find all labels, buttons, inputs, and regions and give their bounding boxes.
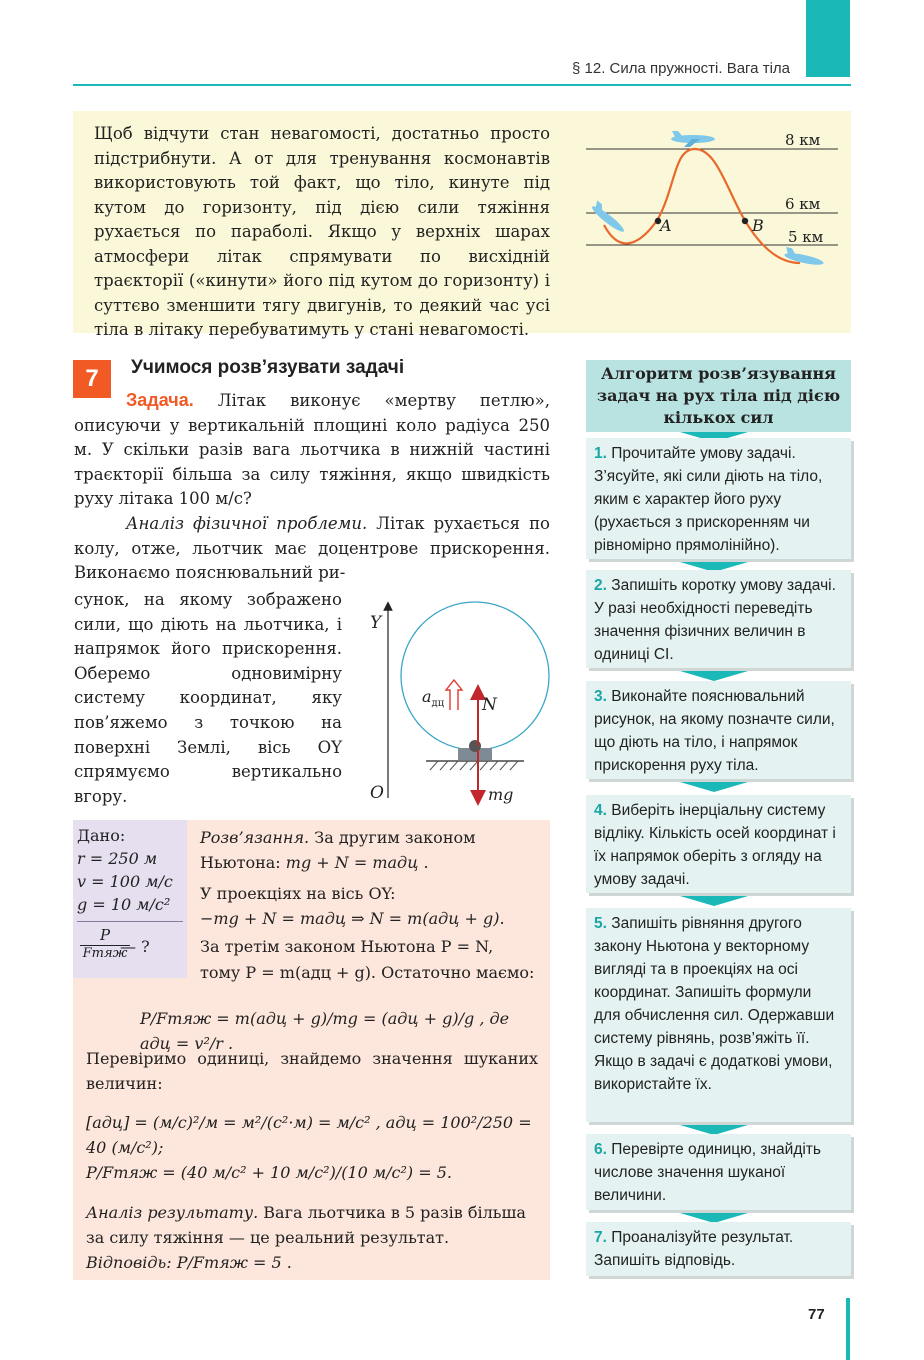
origin-label: O (370, 783, 384, 803)
step-number: 1. (594, 445, 607, 462)
chapter-tab (806, 0, 850, 77)
algorithm-step-7 (586, 1222, 851, 1276)
solution-label: Розв’язання. (200, 828, 310, 847)
analysis-continuation: сунок, на якому зображено сили, що діють на льотчика, і напрямок його прискорення. Оберемо одновимірну систему координат, яку пов’яжемо з точкою на поверхні Землі, вісь OY спрямуємо вертикально вгору. (74, 590, 342, 806)
problem-text: Літак виконує «мертву петлю», описуючи у вертикальній площині коло радіуса 250 м. У скільки разів вага льотчика в нижній частині траєкторії більша за силу тяжіння, якщо швидкість руху літака 100 м/с? (74, 391, 550, 509)
formula-units: [aдц] = (м/с)²/м = м²/(с²·м) = м/с² , aдц = 100²/250 = 40 (м/с²); (86, 1113, 532, 1157)
problem-paragraph (74, 388, 550, 512)
footer-bar (846, 1298, 850, 1360)
alt-label-5: 5 км (788, 228, 824, 246)
alt-label-8: 8 км (785, 131, 821, 149)
algorithm-step-2 (586, 570, 851, 668)
loop-circle (401, 602, 549, 750)
step-number: 5. (594, 915, 607, 932)
airplane-icon (590, 200, 629, 234)
step-text: Виберіть інерціальну систему відліку. Кількість осей координат і їх напрямок оберіть з огляду на умову задачі. (594, 802, 836, 888)
gravity-label: mg (488, 785, 514, 804)
loop-figure (360, 598, 550, 810)
algorithm-title: Алгоритм розв’язування задач на рух тіла під дією кількох сил (586, 360, 851, 432)
running-header: § 12. Сила пружності. Вага тіла (572, 60, 790, 77)
airplane-icon (784, 247, 826, 267)
step-text: Запишіть коротку умову задачі. У разі необхідності переведіть значення фізичних величин в одиниці СІ. (594, 577, 836, 663)
point-b (742, 218, 748, 224)
parabola-path (604, 149, 800, 263)
given-v: v = 100 м/с (77, 872, 173, 891)
solution-l4: тому P = m(aдц + g). Остаточно маємо: (200, 963, 535, 982)
analysis-label: Аналіз фізичної проблеми. (126, 514, 368, 533)
section-number: 7 (73, 360, 111, 398)
algorithm-step-4 (586, 795, 851, 893)
find-denominator: Fтяж (82, 946, 128, 961)
result-paragraph (86, 1200, 538, 1250)
answer-text: P/Fтяж = 5 . (176, 1253, 292, 1272)
step-text: Проаналізуйте результат. Запишіть відповідь. (594, 1229, 794, 1269)
answer-label: Відповідь: (86, 1253, 172, 1272)
solution-l1: За другим законом Ньютона: (200, 828, 476, 872)
result-label: Аналіз результату. (86, 1203, 259, 1222)
result-text: Вага льотчика в 5 разів більша за силу тяжіння — це реальний результат. (86, 1203, 526, 1247)
step-number: 7. (594, 1229, 607, 1246)
header-rule (73, 84, 851, 86)
parabola-figure (580, 125, 845, 275)
algorithm-step-5 (586, 908, 851, 1122)
analysis-text: Літак рухається по колу, отже, льотчик має доцентрове прискорення. Виконаємо пояснювальний ри- (74, 514, 550, 583)
given-r: r = 250 м (77, 849, 158, 868)
step-text: Прочитайте умову задачі. З’ясуйте, які сили діють на тіло, яким є характер його руху (рухається з прискоренням чи рівномірно прямолінійно). (594, 445, 823, 554)
pilot-body (469, 740, 481, 752)
solution-line-1 (200, 825, 540, 875)
solution-eq2: −mg + N = maдц ⇒ N = m(aдц + g). (200, 909, 505, 928)
step-arrow (680, 671, 748, 681)
step-number: 3. (594, 688, 607, 705)
analysis-paragraph (74, 512, 550, 586)
step-text: Запишіть рівняння другого закону Ньютона у векторному вигляді та в проекціях на осі координат. Запишіть формули для обчислення сил. Одержавши систему рівнянь, розв’яжіть її. Якщо в задачі є додаткові умови, використайте їх. (594, 915, 835, 1093)
alt-label-6: 6 км (785, 195, 821, 213)
algorithm-step-1 (586, 438, 851, 559)
step-arrow (680, 782, 748, 792)
solution-eq1: mg + N = maдц . (285, 853, 429, 872)
given-g: g = 10 м/с² (77, 895, 171, 914)
accel-label: $a_{дц}$ (422, 687, 445, 709)
point-a-label: A (660, 216, 672, 235)
ground-hatch (430, 761, 518, 770)
airplane-icon (671, 131, 715, 147)
intro-text: Щоб відчути стан невагомості, достатньо просто підстрибнути. А от для тренування космонавтів використовують той факт, що тіло, кинуте під кутом до горизонту, під дією сили тяжіння рухається по параболі. Якщо у верхніх шарах атмосфери літак спрямувати по висхідній траєкторії («кинути» його під кутом до горизонту) і суттєво зменшити тягу двигунів, то деякий час усі тіла в літаку перебуватимуть у стані невагомості. (94, 124, 550, 339)
find-numerator: P (80, 926, 130, 946)
step-number: 4. (594, 802, 607, 819)
step-number: 2. (594, 577, 607, 594)
normal-force-label: N (482, 695, 497, 715)
step-text: Виконайте пояснювальний рисунок, на якому позначте сили, що діють на тіло, і напрямок прискорення руху тіла. (594, 688, 835, 774)
point-b-label: B (752, 216, 764, 235)
page-number: 77 (808, 1306, 825, 1323)
formula-ratio: P/Fтяж = m(aдц + g)/mg = (aдц + g)/g , де aдц = v²/r . (140, 1009, 510, 1053)
solution-l3: За третім законом Ньютона P = N, (200, 937, 494, 956)
solution-l5: Перевіримо одиниці, знайдемо значення шуканих величин: (86, 1049, 538, 1093)
step-arrow (680, 896, 748, 906)
section-title: Учимося розв’язувати задачі (131, 357, 405, 378)
problem-label: Задача. (126, 390, 194, 410)
algorithm-step-3 (586, 681, 851, 779)
algorithm-step-6 (586, 1134, 851, 1210)
given-separator (77, 921, 183, 922)
find-question: — ? (120, 937, 150, 956)
formula-result: P/Fтяж = (40 м/с² + 10 м/с²)/(10 м/с²) = 5. (86, 1163, 452, 1182)
step-text: Перевірте одиницю, знайдіть числове значення шуканої величини. (594, 1141, 821, 1204)
answer-line (86, 1250, 292, 1275)
step-number: 6. (594, 1141, 607, 1158)
given-title: Дано: (77, 826, 126, 845)
solution-l2: У проекціях на вісь OY: (200, 884, 396, 903)
y-axis-label: Y (370, 613, 382, 633)
acceleration-arrow (446, 680, 462, 710)
